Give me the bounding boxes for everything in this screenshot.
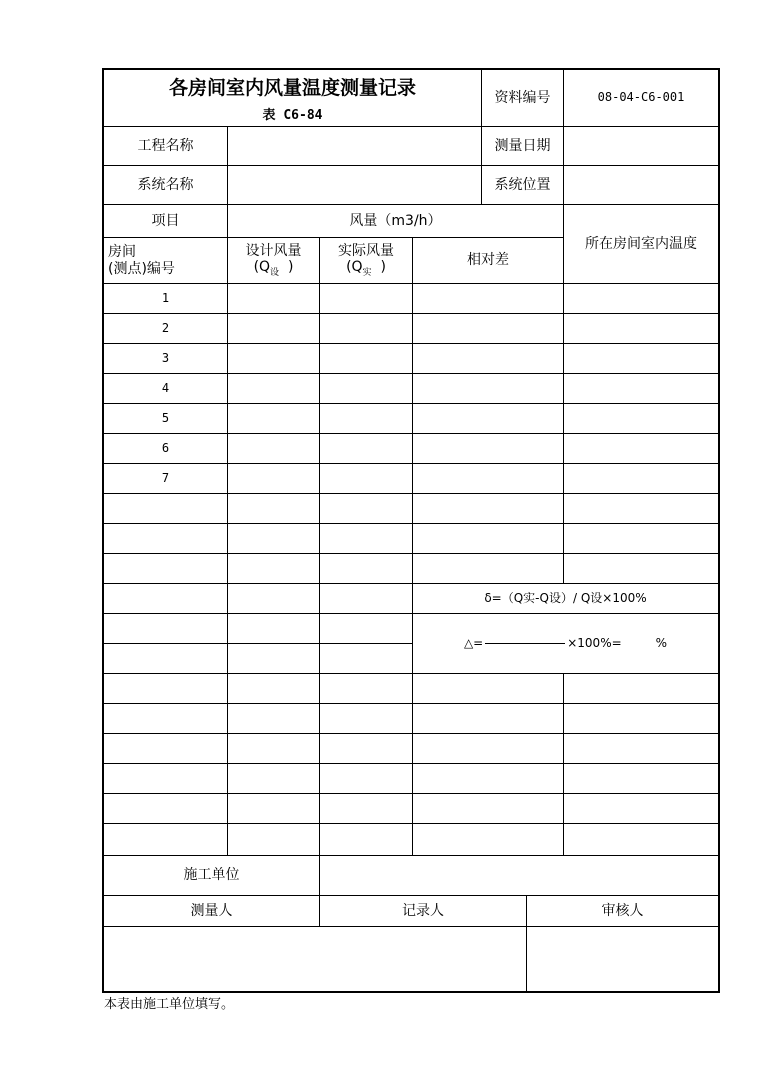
formula-delta: △= (463, 635, 484, 650)
actual-q: (Q (346, 258, 363, 275)
grid-line (412, 237, 413, 856)
room-point-header-line2: (测点)编号 (108, 260, 175, 277)
item-header: 项目 (151, 212, 180, 229)
doc-no-value[interactable]: 08-04-C6-001 (597, 90, 685, 105)
actual-q-close: ) (380, 258, 386, 275)
relative-diff-header: 相对差 (467, 252, 509, 269)
actual-airflow-header-line1: 实际风量 (338, 242, 394, 259)
room-point-header (108, 238, 227, 283)
row-number: 1 (161, 290, 170, 305)
grid-line (102, 643, 413, 644)
system-name-field[interactable] (228, 166, 481, 204)
reviewer-label: 审核人 (601, 902, 644, 919)
measure-date-field[interactable] (564, 127, 718, 165)
row-number: 2 (161, 320, 170, 335)
doc-no-label: 资料编号 (494, 89, 551, 106)
project-name-field[interactable] (228, 127, 481, 165)
contractor-field[interactable] (320, 856, 718, 895)
room-point-header-line1: 房间 (108, 244, 136, 261)
form-title-text: 各房间室内风量温度测量记录 (168, 77, 416, 100)
grid-line (102, 823, 720, 824)
recorder-signature-field[interactable] (320, 927, 526, 991)
footnote: 本表由施工单位填写。 (104, 997, 235, 1012)
grid-line (102, 673, 720, 674)
grid-line (102, 493, 720, 494)
design-q-close: ) (287, 258, 294, 275)
measure-date-label: 测量日期 (494, 137, 551, 154)
row-number: 7 (161, 470, 170, 485)
formula-fraction-line (485, 643, 565, 644)
form-number (104, 106, 481, 126)
design-q-subscript: 设 (270, 267, 280, 278)
row-number: 5 (161, 410, 170, 425)
formula-tail: ×100%= (567, 635, 622, 650)
recorder-label: 记录人 (402, 902, 444, 919)
formula-percent: % (655, 635, 668, 650)
form-number-text: 表 C6-84 (262, 107, 323, 123)
system-location-field[interactable] (564, 166, 718, 204)
reviewer-signature-field[interactable] (527, 927, 718, 991)
actual-q-subscript: 实 (362, 267, 372, 278)
contractor-label: 施工单位 (183, 867, 240, 884)
system-location-label: 系统位置 (494, 176, 551, 193)
grid-line (563, 673, 564, 856)
actual-airflow-symbol (346, 259, 386, 278)
measurer-label: 测量人 (190, 902, 233, 919)
grid-line (102, 703, 720, 704)
form-title (104, 72, 481, 106)
design-airflow-header-line1: 设计风量 (245, 242, 302, 259)
design-airflow-symbol (254, 259, 294, 278)
grid-line (102, 523, 720, 524)
project-name-label: 工程名称 (137, 137, 194, 154)
system-name-label: 系统名称 (137, 176, 194, 193)
design-airflow-header (228, 238, 319, 283)
actual-airflow-header (320, 238, 412, 283)
grid-line (102, 793, 720, 794)
grid-line (102, 553, 720, 554)
room-temp-header: 所在房间室内温度 (585, 235, 697, 252)
formula-definition: δ=（Q实-Q设）/ Q设×100% (484, 590, 647, 605)
airflow-header: 风量（m3/h） (349, 212, 442, 229)
grid-line (102, 733, 720, 734)
row-number: 3 (161, 350, 170, 365)
row-number: 6 (161, 440, 170, 455)
measurer-signature-field[interactable] (104, 927, 319, 991)
grid-line (102, 763, 720, 764)
grid-line (319, 237, 320, 926)
formula-calculation (413, 614, 718, 673)
row-number: 4 (161, 380, 170, 395)
design-q: (Q (253, 258, 271, 275)
